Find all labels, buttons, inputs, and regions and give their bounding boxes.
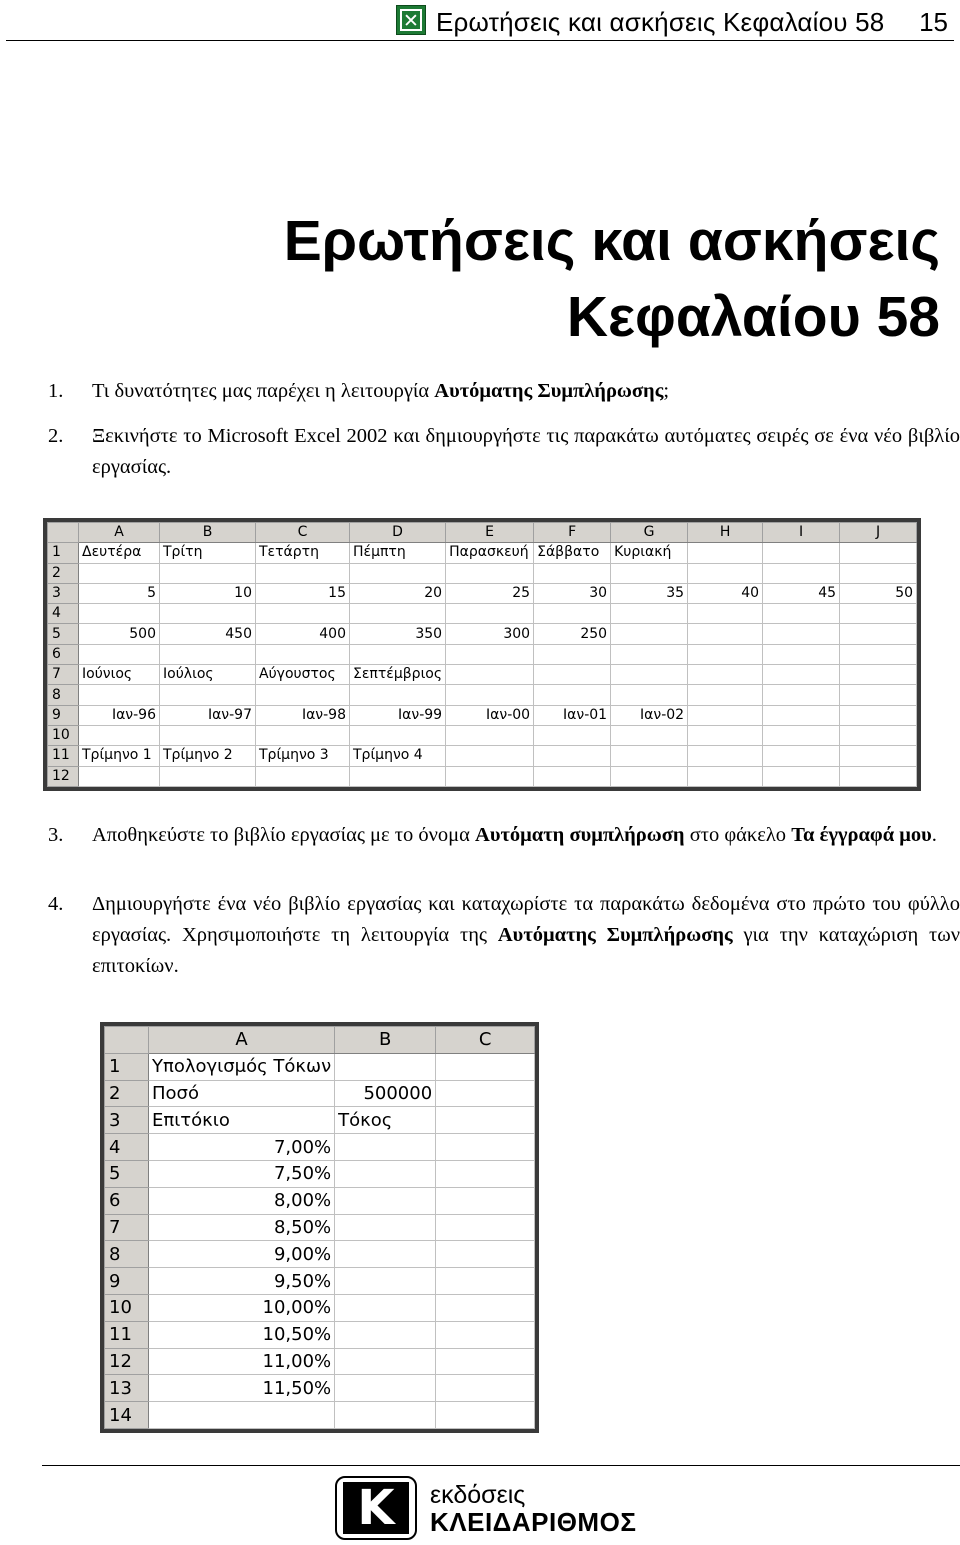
cell[interactable]: [446, 725, 534, 745]
cell[interactable]: [688, 705, 763, 725]
header-title: Ερωτήσεις και ασκήσεις Κεφαλαίου 58: [436, 7, 885, 37]
cell[interactable]: [160, 644, 256, 664]
question-end: .: [931, 824, 937, 846]
question-number: 2.: [48, 425, 64, 447]
cell[interactable]: [534, 665, 611, 685]
cell[interactable]: [446, 685, 534, 705]
sheet-row: [48, 543, 917, 563]
row-header[interactable]: 13: [105, 1375, 149, 1402]
page-number: 15: [919, 7, 948, 37]
cell[interactable]: [335, 1053, 436, 1080]
cell[interactable]: 30: [534, 583, 611, 603]
question-text: Ξεκινήστε το Microsoft Excel 2002 και δημιουργήστε τις παρακάτω αυτόματες σειρές σε ένα νέο βιβλίο εργασίας.: [92, 425, 960, 478]
cell[interactable]: [611, 665, 688, 685]
sheet-row: [48, 644, 917, 664]
cell[interactable]: [436, 1294, 535, 1321]
cell[interactable]: [688, 665, 763, 685]
cell[interactable]: 8,00%: [149, 1187, 335, 1214]
sheet-row: [48, 563, 917, 583]
sheet-row: [105, 1134, 535, 1161]
cell[interactable]: Ιαν-00: [446, 705, 534, 725]
cell[interactable]: [446, 563, 534, 583]
cell[interactable]: [436, 1348, 535, 1375]
cell[interactable]: [335, 1375, 436, 1402]
cell[interactable]: Ιούνιος: [79, 665, 160, 685]
cell[interactable]: [79, 685, 160, 705]
cell[interactable]: 8,50%: [149, 1214, 335, 1241]
cell[interactable]: [256, 725, 350, 745]
cell[interactable]: [436, 1241, 535, 1268]
column-header[interactable]: A: [79, 523, 160, 543]
question-bold: Αυτόματης Συμπλήρωσης: [434, 380, 664, 402]
cell[interactable]: [79, 766, 160, 786]
cell[interactable]: Σεπτέμβριος: [350, 665, 446, 685]
sheet-row: [48, 665, 917, 685]
row-header[interactable]: 5: [48, 624, 79, 644]
column-header[interactable]: J: [840, 523, 917, 543]
cell[interactable]: [534, 604, 611, 624]
question-text-mid: στο φάκελο: [684, 824, 792, 846]
cell[interactable]: 7,00%: [149, 1134, 335, 1161]
cell[interactable]: Τρίμηνο 2: [160, 746, 256, 766]
question-number: 3.: [48, 824, 64, 846]
cell[interactable]: [335, 1268, 436, 1295]
sheet-row: [105, 1187, 535, 1214]
question-3: [48, 820, 960, 851]
sheet-row: [105, 1348, 535, 1375]
cell[interactable]: [335, 1294, 436, 1321]
cell[interactable]: [446, 644, 534, 664]
column-header[interactable]: B: [160, 523, 256, 543]
cell[interactable]: 40: [688, 583, 763, 603]
cell[interactable]: [840, 624, 917, 644]
cell[interactable]: [256, 685, 350, 705]
question-end: για την καταχώριση των επιτοκίων.: [92, 924, 960, 977]
column-header[interactable]: D: [350, 523, 446, 543]
cell[interactable]: [840, 766, 917, 786]
cell[interactable]: 15: [256, 583, 350, 603]
cell[interactable]: Παρασκευή: [446, 543, 534, 563]
row-header[interactable]: 11: [48, 746, 79, 766]
sheet-row: [105, 1053, 535, 1080]
cell[interactable]: [160, 685, 256, 705]
row-header[interactable]: 12: [105, 1348, 149, 1375]
cell[interactable]: [763, 644, 840, 664]
row-header[interactable]: 1: [105, 1053, 149, 1080]
cell[interactable]: [763, 624, 840, 644]
sheet-row: [105, 1402, 535, 1429]
logo-letter: K: [343, 1482, 409, 1534]
question-text: Τι δυνατότητες μας παρέχει η λειτουργία: [92, 380, 435, 402]
question-4: [48, 889, 960, 982]
cell[interactable]: [611, 624, 688, 644]
cell[interactable]: [79, 563, 160, 583]
question-1: [48, 376, 960, 407]
cell[interactable]: 7,50%: [149, 1160, 335, 1187]
cell[interactable]: Ιαν-98: [256, 705, 350, 725]
question-number: 4.: [48, 893, 64, 915]
sheet-row: [48, 705, 917, 725]
cell[interactable]: [611, 644, 688, 664]
cell[interactable]: Τρίτη: [160, 543, 256, 563]
cell[interactable]: [534, 746, 611, 766]
cell[interactable]: 500000: [335, 1080, 436, 1107]
row-header[interactable]: 2: [48, 563, 79, 583]
cell[interactable]: Πέμπτη: [350, 543, 446, 563]
cell[interactable]: [763, 746, 840, 766]
cell[interactable]: Τρίμηνο 3: [256, 746, 350, 766]
cell[interactable]: [688, 604, 763, 624]
cell[interactable]: [611, 766, 688, 786]
cell[interactable]: [688, 725, 763, 745]
chapter-title-line1: Ερωτήσεις και ασκήσεις: [283, 209, 940, 273]
cell[interactable]: 10,50%: [149, 1321, 335, 1348]
cell[interactable]: [256, 644, 350, 664]
row-header[interactable]: 4: [48, 604, 79, 624]
cell[interactable]: 35: [611, 583, 688, 603]
cell[interactable]: [436, 1107, 535, 1134]
cell[interactable]: Ιαν-01: [534, 705, 611, 725]
question-text: Δημιουργήστε ένα νέο βιβλίο εργασίας και καταχωρίστε τα παρακάτω δεδομένα στο πρώτο του φύλλο εργασίας. Χρησιμοποιήστε τη λειτουργία της: [92, 893, 960, 946]
cell[interactable]: Υπολογισμός Τόκων: [149, 1053, 335, 1080]
sheet-row: [105, 1080, 535, 1107]
row-header[interactable]: 7: [105, 1214, 149, 1241]
cell[interactable]: [335, 1241, 436, 1268]
sheet-row: [105, 1375, 535, 1402]
cell[interactable]: [840, 563, 917, 583]
publisher-name-line2: ΚΛΕΙΔΑΡΙΘΜΟΣ: [430, 1507, 637, 1537]
cell[interactable]: [436, 1134, 535, 1161]
sheet-row: [105, 1241, 535, 1268]
row-header[interactable]: 9: [48, 705, 79, 725]
cell[interactable]: Ποσό: [149, 1080, 335, 1107]
cell[interactable]: [688, 543, 763, 563]
question-number: 1.: [48, 380, 64, 402]
cell[interactable]: 350: [350, 624, 446, 644]
cell[interactable]: [335, 1348, 436, 1375]
select-all-corner[interactable]: [105, 1027, 149, 1054]
question-bold: Αυτόματης Συμπλήρωσης: [497, 924, 733, 946]
cell[interactable]: [350, 563, 446, 583]
cell[interactable]: Δευτέρα: [79, 543, 160, 563]
spreadsheet-autofill-series: [43, 518, 921, 791]
row-header[interactable]: 6: [48, 644, 79, 664]
cell[interactable]: 25: [446, 583, 534, 603]
cell[interactable]: [446, 746, 534, 766]
cell[interactable]: [79, 644, 160, 664]
row-header[interactable]: 9: [105, 1268, 149, 1295]
cell[interactable]: [534, 685, 611, 705]
cell[interactable]: 5: [79, 583, 160, 603]
chapter-title-line2: Κεφαλαίου 58: [566, 285, 940, 349]
cell[interactable]: [436, 1214, 535, 1241]
cell[interactable]: [436, 1080, 535, 1107]
column-header[interactable]: H: [688, 523, 763, 543]
row-header[interactable]: 1: [48, 543, 79, 563]
cell[interactable]: Τρίμηνο 1: [79, 746, 160, 766]
cell[interactable]: [436, 1053, 535, 1080]
sheet-row: [105, 1107, 535, 1134]
cell[interactable]: 250: [534, 624, 611, 644]
cell[interactable]: [611, 746, 688, 766]
row-header[interactable]: 2: [105, 1080, 149, 1107]
footer-rule: [42, 1465, 960, 1466]
column-header[interactable]: C: [256, 523, 350, 543]
cell[interactable]: [763, 543, 840, 563]
cell[interactable]: [335, 1134, 436, 1161]
cell[interactable]: 11,50%: [149, 1375, 335, 1402]
row-header[interactable]: 12: [48, 766, 79, 786]
cell[interactable]: Ιαν-99: [350, 705, 446, 725]
cell[interactable]: [446, 665, 534, 685]
row-header[interactable]: 8: [105, 1241, 149, 1268]
sheet-row: [105, 1321, 535, 1348]
cell[interactable]: [763, 665, 840, 685]
cell[interactable]: 400: [256, 624, 350, 644]
cell[interactable]: Τόκος: [335, 1107, 436, 1134]
cell[interactable]: Ιαν-96: [79, 705, 160, 725]
cell[interactable]: [160, 604, 256, 624]
cell[interactable]: [256, 563, 350, 583]
sheet-row: [48, 746, 917, 766]
cell[interactable]: [446, 604, 534, 624]
select-all-corner[interactable]: [48, 523, 79, 543]
publisher-logo: [335, 1476, 417, 1540]
cell[interactable]: [840, 705, 917, 725]
cell[interactable]: [335, 1402, 436, 1429]
cell[interactable]: 300: [446, 624, 534, 644]
cell[interactable]: 50: [840, 583, 917, 603]
cell[interactable]: [611, 563, 688, 583]
cell[interactable]: 10: [160, 583, 256, 603]
cell[interactable]: [350, 604, 446, 624]
cell[interactable]: Τρίμηνο 4: [350, 746, 446, 766]
cell[interactable]: [350, 644, 446, 664]
cell[interactable]: [436, 1160, 535, 1187]
column-header[interactable]: F: [534, 523, 611, 543]
cell[interactable]: [763, 685, 840, 705]
cell[interactable]: [763, 766, 840, 786]
question-end: ;: [663, 380, 670, 402]
cell[interactable]: Ιαν-02: [611, 705, 688, 725]
cell[interactable]: [840, 644, 917, 664]
sheet-row: [105, 1160, 535, 1187]
cell[interactable]: Αύγουστος: [256, 665, 350, 685]
publisher-name-line1: εκδόσεις: [430, 1481, 526, 1509]
cell[interactable]: [688, 766, 763, 786]
cell[interactable]: [446, 766, 534, 786]
cell[interactable]: [256, 766, 350, 786]
cell[interactable]: [840, 746, 917, 766]
cell[interactable]: [534, 644, 611, 664]
sheet-row: [48, 604, 917, 624]
row-header[interactable]: 7: [48, 665, 79, 685]
cell[interactable]: Ιαν-97: [160, 705, 256, 725]
cell[interactable]: Επιτόκιο: [149, 1107, 335, 1134]
cell[interactable]: [840, 665, 917, 685]
page-header: [6, 0, 954, 41]
sheet-row: [48, 725, 917, 745]
question-text: Αποθηκεύστε το βιβλίο εργασίας με το όνομα: [92, 824, 476, 846]
cell[interactable]: [534, 563, 611, 583]
spreadsheet-interest-calc: [100, 1022, 539, 1433]
question-bold: Τα έγγραφά μου: [791, 824, 932, 846]
sheet-row: [48, 685, 917, 705]
row-header[interactable]: 3: [48, 583, 79, 603]
cell[interactable]: [611, 725, 688, 745]
cell[interactable]: [436, 1187, 535, 1214]
sheet-row: [105, 1268, 535, 1295]
row-header[interactable]: 6: [105, 1187, 149, 1214]
cell[interactable]: 9,00%: [149, 1241, 335, 1268]
cell[interactable]: [840, 604, 917, 624]
cell[interactable]: [350, 685, 446, 705]
cell[interactable]: [335, 1214, 436, 1241]
cell[interactable]: [350, 766, 446, 786]
sheet-row: [48, 766, 917, 786]
cell[interactable]: [611, 604, 688, 624]
excel-icon: [396, 5, 426, 35]
cell[interactable]: [688, 644, 763, 664]
row-header[interactable]: 8: [48, 685, 79, 705]
cell[interactable]: [763, 604, 840, 624]
row-header[interactable]: 4: [105, 1134, 149, 1161]
cell[interactable]: [160, 766, 256, 786]
cell[interactable]: [350, 725, 446, 745]
cell[interactable]: 45: [763, 583, 840, 603]
row-header[interactable]: 3: [105, 1107, 149, 1134]
cell[interactable]: [840, 543, 917, 563]
cell[interactable]: [335, 1321, 436, 1348]
column-header[interactable]: A: [149, 1027, 335, 1054]
column-header[interactable]: C: [436, 1027, 535, 1054]
cell[interactable]: [840, 685, 917, 705]
cell[interactable]: 450: [160, 624, 256, 644]
row-header[interactable]: 5: [105, 1160, 149, 1187]
column-header[interactable]: I: [763, 523, 840, 543]
cell[interactable]: [335, 1160, 436, 1187]
cell[interactable]: [534, 725, 611, 745]
cell[interactable]: Ιούλιος: [160, 665, 256, 685]
cell[interactable]: [436, 1402, 535, 1429]
cell[interactable]: [149, 1402, 335, 1429]
sheet-row: [48, 624, 917, 644]
sheet-row: [105, 1214, 535, 1241]
cell[interactable]: [436, 1268, 535, 1295]
cell[interactable]: 10,00%: [149, 1294, 335, 1321]
cell[interactable]: [763, 563, 840, 583]
cell[interactable]: [688, 746, 763, 766]
cell[interactable]: [840, 725, 917, 745]
column-header[interactable]: E: [446, 523, 534, 543]
cell[interactable]: [79, 725, 160, 745]
cell[interactable]: [534, 766, 611, 786]
sheet-row: [105, 1294, 535, 1321]
column-header[interactable]: G: [611, 523, 688, 543]
cell[interactable]: [436, 1375, 535, 1402]
cell[interactable]: [611, 685, 688, 705]
cell[interactable]: [160, 563, 256, 583]
row-header[interactable]: 10: [48, 725, 79, 745]
cell[interactable]: 500: [79, 624, 160, 644]
cell[interactable]: [256, 604, 350, 624]
cell[interactable]: [79, 604, 160, 624]
sheet-row: [48, 583, 917, 603]
cell[interactable]: [436, 1321, 535, 1348]
cell[interactable]: [763, 705, 840, 725]
cell[interactable]: 11,00%: [149, 1348, 335, 1375]
row-header[interactable]: 14: [105, 1402, 149, 1429]
cell[interactable]: [763, 725, 840, 745]
cell[interactable]: 9,50%: [149, 1268, 335, 1295]
row-header[interactable]: 10: [105, 1294, 149, 1321]
cell[interactable]: [160, 725, 256, 745]
cell[interactable]: 20: [350, 583, 446, 603]
cell[interactable]: [688, 685, 763, 705]
question-2: [48, 421, 960, 483]
column-header[interactable]: B: [335, 1027, 436, 1054]
cell[interactable]: [688, 624, 763, 644]
cell[interactable]: [688, 563, 763, 583]
cell[interactable]: Σάββατο: [534, 543, 611, 563]
row-header[interactable]: 11: [105, 1321, 149, 1348]
cell[interactable]: Κυριακή: [611, 543, 688, 563]
cell[interactable]: [335, 1187, 436, 1214]
question-bold: Αυτόματη συμπλήρωση: [475, 824, 685, 846]
cell[interactable]: Τετάρτη: [256, 543, 350, 563]
